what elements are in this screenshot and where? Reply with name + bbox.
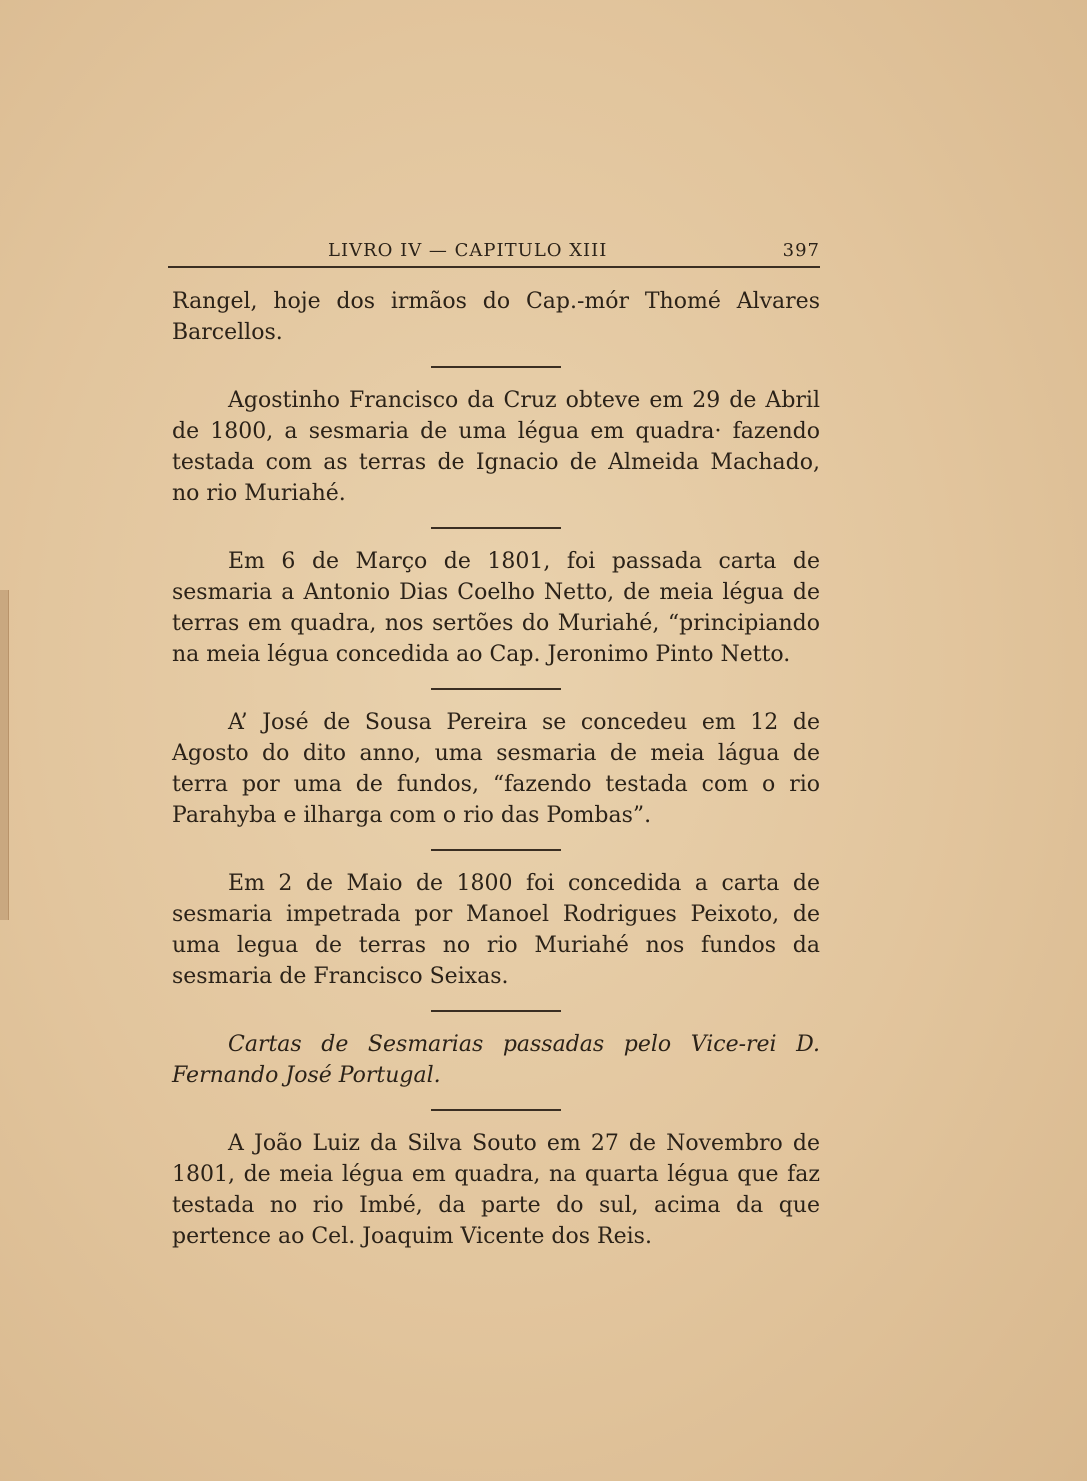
section-separator [431, 849, 561, 851]
section-separator [431, 688, 561, 690]
page-body [172, 286, 820, 1252]
section-heading-italic: Cartas de Sesmarias passadas pelo Vice-rei D. Fernando José Portugal. [172, 1032, 820, 1088]
paragraph-jose: A’ José de Sousa Pereira se concedeu em 12 de Agosto do dito anno, uma sesmaria de meia lágua de terra por uma de fundos, “fazendo testada com o rio Parahyba e ilharga com o rio das Pombas”. [172, 710, 820, 828]
section-separator [431, 1109, 561, 1111]
paragraph-agostinho: Agostinho Francisco da Cruz obteve em 29 de Abril de 1800, a sesmaria de uma légua em quadra· fazendo testada com as terras de Ignacio de Almeida Machado, no rio Muriahé. [172, 388, 820, 506]
paragraph-antonio: Em 6 de Março de 1801, foi passada carta de sesmaria a Antonio Dias Coelho Netto, de meia légua de terras em quadra, nos sertões do Muriahé, “principiando na meia légua concedida ao Cap. Jeronimo Pinto Netto. [172, 549, 820, 667]
section-separator [431, 366, 561, 368]
paragraph-manoel: Em 2 de Maio de 1800 foi concedida a carta de sesmaria impetrada por Manoel Rodrigues Peixoto, de uma legua de terras no rio Muriahé nos fundos da sesmaria de Francisco Seixas. [172, 871, 820, 989]
page-number: 397 [782, 240, 820, 261]
running-head: LIVRO IV — CAPITULO XIII [328, 240, 608, 261]
page-header [168, 238, 820, 268]
paragraph-continuation: Rangel, hoje dos irmãos do Cap.-mór Thomé Alvares Barcellos. [172, 289, 820, 345]
section-separator [431, 527, 561, 529]
page-edge [0, 590, 9, 920]
section-separator [431, 1010, 561, 1012]
paragraph-joao: A João Luiz da Silva Souto em 27 de Novembro de 1801, de meia légua em quadra, na quarta légua que faz testada no rio Imbé, da parte do sul, acima da que pertence ao Cel. Joaquim Vicente dos Reis. [172, 1131, 820, 1249]
